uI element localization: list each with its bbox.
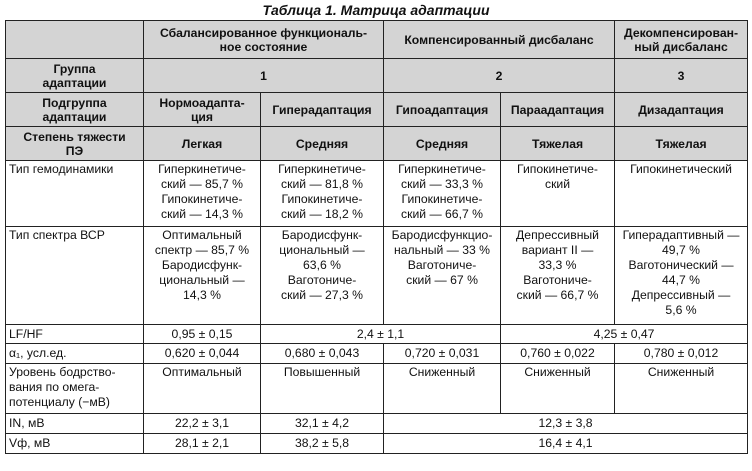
subgroup-cell: Гиперадаптация	[261, 93, 384, 127]
data-cell: 2,4 ± 1,1	[261, 325, 501, 344]
data-cell: Гиперадаптивный — 49,7 % Ваготонический — 44,7 % Депрессивный — 5,6 %	[615, 227, 748, 325]
table-row	[6, 161, 748, 227]
data-cell: 28,1 ± 2,1	[144, 434, 261, 454]
data-cell: Барoдисфунк- циональный — 63,6 % Ваготониче- ский — 27,3 %	[261, 227, 384, 325]
data-cell: Гипокинетиче- ский	[501, 161, 615, 227]
data-cell: Повышенный	[261, 364, 384, 414]
table-caption: Таблица 1. Матрица адаптации	[262, 2, 490, 18]
severity-label: Степень тяжести ПЭ	[6, 127, 144, 161]
row-label-hrv-spectrum: Тип спектра ВСР	[6, 227, 144, 325]
table-row	[6, 434, 748, 454]
row-label-alpha1: α₁, усл.ед.	[6, 344, 144, 364]
data-cell: 38,2 ± 5,8	[261, 434, 384, 454]
table-row	[6, 93, 748, 127]
header-blank-cell	[6, 21, 144, 59]
data-cell: 16,4 ± 4,1	[384, 434, 748, 454]
data-cell: Бародисфункцио- нальный — 33 % Ваготониче- ский — 67 %	[384, 227, 501, 325]
severity-cell: Легкая	[144, 127, 261, 161]
row-label-in: IN, мВ	[6, 414, 144, 434]
row-label-vf: Vф, мВ	[6, 434, 144, 454]
subgroup-cell: Дизадаптация	[615, 93, 748, 127]
data-cell: 0,780 ± 0,012	[615, 344, 748, 364]
group-label: Группа адаптации	[6, 59, 144, 93]
subgroup-cell: Гипоадаптация	[384, 93, 501, 127]
data-cell: 0,620 ± 0,044	[144, 344, 261, 364]
data-cell: Депрессивный вариант II — 33,3 % Ваготониче- ский — 66,7 %	[501, 227, 615, 325]
data-cell: Сниженный	[501, 364, 615, 414]
group-cell: 3	[615, 59, 748, 93]
subgroup-cell: Параадаптация	[501, 93, 615, 127]
data-cell: 0,95 ± 0,15	[144, 325, 261, 344]
data-cell: 0,760 ± 0,022	[501, 344, 615, 364]
table-row	[6, 325, 748, 344]
table-row	[6, 127, 748, 161]
data-cell: Гипокинетический	[615, 161, 748, 227]
table-row	[6, 344, 748, 364]
severity-cell: Средняя	[384, 127, 501, 161]
data-cell: Оптимальный	[144, 364, 261, 414]
severity-cell: Тяжелая	[615, 127, 748, 161]
table-row	[6, 364, 748, 414]
table-row	[6, 227, 748, 325]
row-label-wakefulness: Уровень бодрство- вания по омега- потенциалу (−мВ)	[6, 364, 144, 414]
data-cell: Оптимальный спектр — 85,7 % Бародисфунк- циональный — 14,3 %	[144, 227, 261, 325]
data-cell: Гиперкинетиче- ский — 81,8 % Гипокинетиче- ский — 18,2 %	[261, 161, 384, 227]
data-cell: 12,3 ± 3,8	[384, 414, 748, 434]
adaptation-matrix-table	[5, 20, 748, 454]
data-cell: Сниженный	[615, 364, 748, 414]
row-label-lf-hf: LF/HF	[6, 325, 144, 344]
severity-cell: Тяжелая	[501, 127, 615, 161]
state-balanced-header: Сбалансированное функциональ- ное состояние	[144, 21, 384, 59]
data-cell: Сниженный	[384, 364, 501, 414]
state-compensated-header: Компенсированный дисбаланс	[384, 21, 615, 59]
state-decompensated-header: Декомпенсирован- ный дисбаланс	[615, 21, 748, 59]
row-label-hemodynamics: Тип гемодинамики	[6, 161, 144, 227]
data-cell: 22,2 ± 3,1	[144, 414, 261, 434]
data-cell: 0,680 ± 0,043	[261, 344, 384, 364]
severity-cell: Средняя	[261, 127, 384, 161]
subgroup-cell: Нормоадапта- ция	[144, 93, 261, 127]
data-cell: 4,25 ± 0,47	[501, 325, 748, 344]
group-cell: 2	[384, 59, 615, 93]
group-cell: 1	[144, 59, 384, 93]
subgroup-label: Подгруппа адаптации	[6, 93, 144, 127]
data-cell: 0,720 ± 0,031	[384, 344, 501, 364]
data-cell: Гиперкинетиче- ский — 85,7 % Гипокинетиче- ский — 14,3 %	[144, 161, 261, 227]
data-cell: 32,1 ± 4,2	[261, 414, 384, 434]
data-cell: Гиперкинетиче- ский — 33,3 % Гипокинетиче- ский — 66,7 %	[384, 161, 501, 227]
table-row	[6, 21, 748, 59]
table-row	[6, 414, 748, 434]
table-row	[6, 59, 748, 93]
